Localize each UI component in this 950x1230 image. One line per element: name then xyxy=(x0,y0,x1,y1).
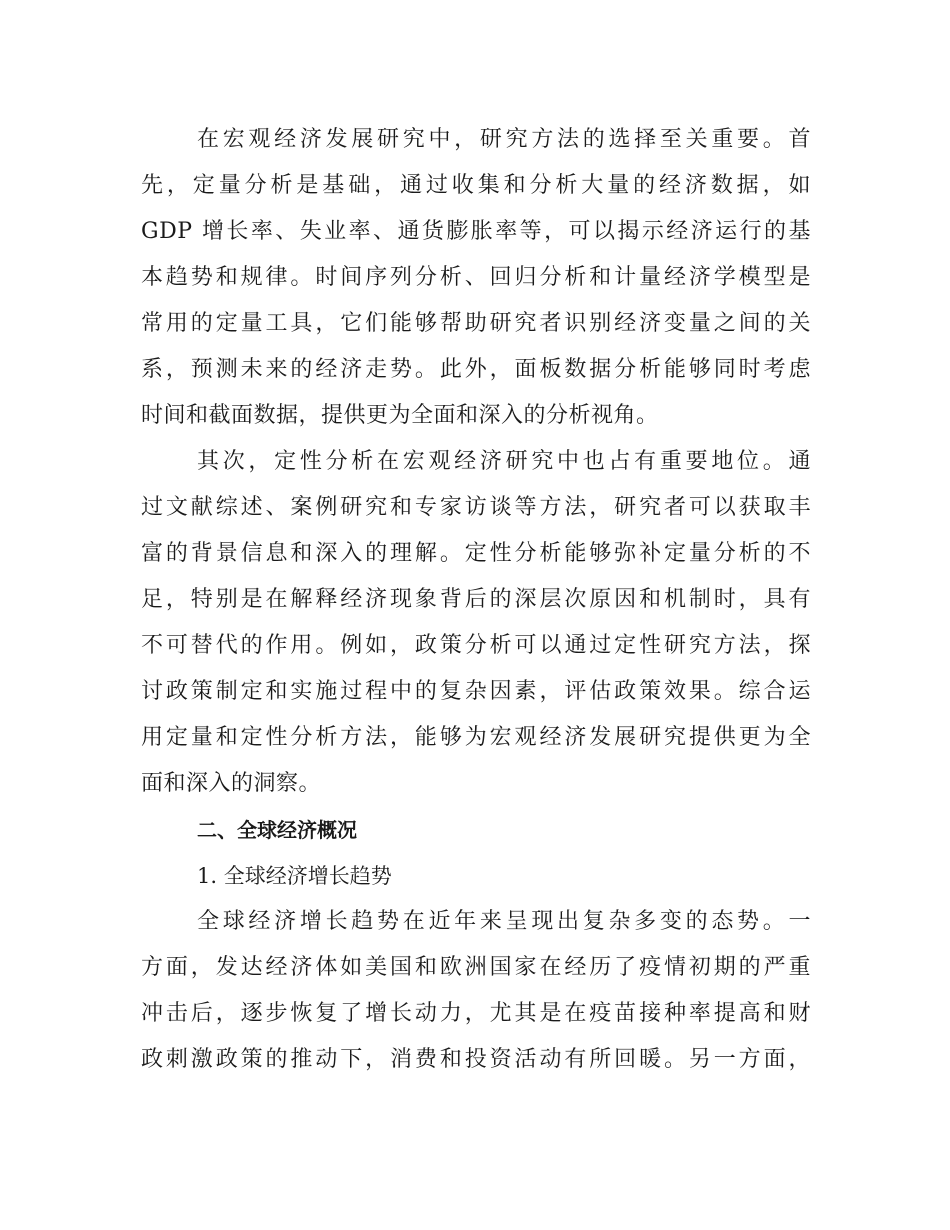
paragraph-2-line-6: 讨政策制定和实施过程中的复杂因素，评估政策效果。综合运 xyxy=(141,679,811,704)
paragraph-2-line-5: 不可替代的作用。例如，政策分析可以通过定性研究方法，探 xyxy=(141,633,811,658)
paragraph-1-line-4: 本趋势和规律。时间序列分析、回归分析和计量经济学模型是 xyxy=(141,265,811,290)
paragraph-2-line-1: 其次，定性分析在宏观经济研究中也占有重要地位。通 xyxy=(197,449,811,474)
paragraph-2-line-7: 用定量和定性分析方法，能够为宏观经济发展研究提供更为全 xyxy=(141,725,811,750)
paragraph-1-line-5: 常用的定量工具，它们能够帮助研究者识别经济变量之间的关 xyxy=(141,311,811,336)
paragraph-3-line-2: 方面，发达经济体如美国和欧洲国家在经历了疫情初期的严重 xyxy=(141,955,811,980)
subsection-heading: 1. 全球经济增长趋势 xyxy=(197,864,392,888)
paragraph-2-line-3: 富的背景信息和深入的理解。定性分析能够弥补定量分析的不 xyxy=(141,541,811,566)
paragraph-2-line-8: 面和深入的洞察。 xyxy=(141,771,322,796)
paragraph-1-line-3: GDP 增长率、失业率、通货膨胀率等，可以揭示经济运行的基 xyxy=(141,219,811,244)
paragraph-3-line-4: 政刺激政策的推动下，消费和投资活动有所回暖。另一方面， xyxy=(141,1047,811,1072)
paragraph-2-line-4: 足，特别是在解释经济现象背后的深层次原因和机制时，具有 xyxy=(141,587,811,612)
paragraph-1-line-2: 先，定量分析是基础，通过收集和分析大量的经济数据，如 xyxy=(141,173,811,198)
paragraph-3-line-3: 冲击后，逐步恢复了增长动力，尤其是在疫苗接种率提高和财 xyxy=(141,1001,811,1026)
paragraph-1-line-1: 在宏观经济发展研究中，研究方法的选择至关重要。首 xyxy=(197,127,811,152)
paragraph-3-line-1: 全球经济增长趋势在近年来呈现出复杂多变的态势。一 xyxy=(197,909,811,934)
paragraph-2-line-2: 过文献综述、案例研究和专家访谈等方法，研究者可以获取丰 xyxy=(141,495,811,520)
section-heading: 二、全球经济概况 xyxy=(197,818,357,842)
paragraph-1-line-6: 系，预测未来的经济走势。此外，面板数据分析能够同时考虑 xyxy=(141,357,811,382)
paragraph-1-line-7: 时间和截面数据，提供更为全面和深入的分析视角。 xyxy=(141,403,659,428)
